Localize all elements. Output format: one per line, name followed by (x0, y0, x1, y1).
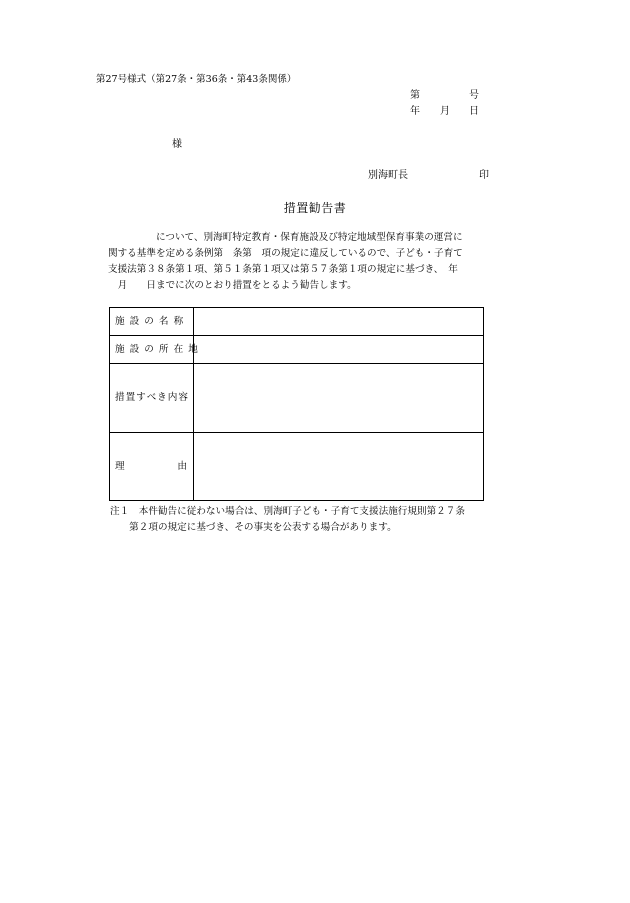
footnote-line: 第２項の規定に基づき、その事実を公表する場合があります。 (110, 522, 397, 533)
number-prefix: 第 (410, 90, 420, 101)
table-row (110, 336, 484, 364)
facility-location-field[interactable] (194, 336, 484, 364)
body-line: 関する基準を定める条例第 条第 項の規定に違反しているので、子ども・子育て (108, 248, 463, 259)
date-year: 年 (410, 106, 420, 117)
addressee-suffix: 様 (172, 139, 182, 150)
footnote-line: 注１ 本件勧告に従わない場合は、別海町子ども・子育て支援法施行規則第２７条 (110, 506, 465, 517)
body-line: について、別海町特定教育・保育施設及び特定地域型保育事業の運営に (108, 232, 463, 243)
body-paragraph (108, 232, 488, 296)
seal-mark: 印 (479, 170, 489, 181)
issuer-name: 別海町長 (368, 170, 408, 181)
reason-label-right: 由 (177, 460, 188, 472)
measures-field[interactable] (194, 364, 484, 433)
form-number: 第27号様式（第27条・第36条・第43条関係） (96, 74, 297, 85)
reason-label-left: 理 (115, 460, 126, 472)
date-day: 日 (469, 106, 479, 117)
body-line: 月 日までに次のとおり措置をとるよう勧告します。 (108, 280, 357, 291)
facility-location-label: 施 設 の 所 在 地 (110, 336, 194, 364)
table-row (110, 433, 484, 501)
recommendation-table (109, 307, 484, 501)
reason-label (110, 433, 194, 501)
facility-name-label: 施 設 の 名 称 (110, 308, 194, 336)
table-row (110, 308, 484, 336)
reason-field[interactable] (194, 433, 484, 501)
body-line: 支援法第３８条第１項、第５１条第１項又は第５７条第１項の規定に基づき、 年 (108, 264, 458, 275)
date-month: 月 (440, 106, 450, 117)
number-suffix: 号 (469, 90, 479, 101)
facility-name-field[interactable] (194, 308, 484, 336)
document-title: 措置勧告書 (283, 201, 347, 215)
measures-label: 措置すべき内容 (110, 364, 194, 433)
footnote (110, 506, 500, 538)
table-row (110, 364, 484, 433)
